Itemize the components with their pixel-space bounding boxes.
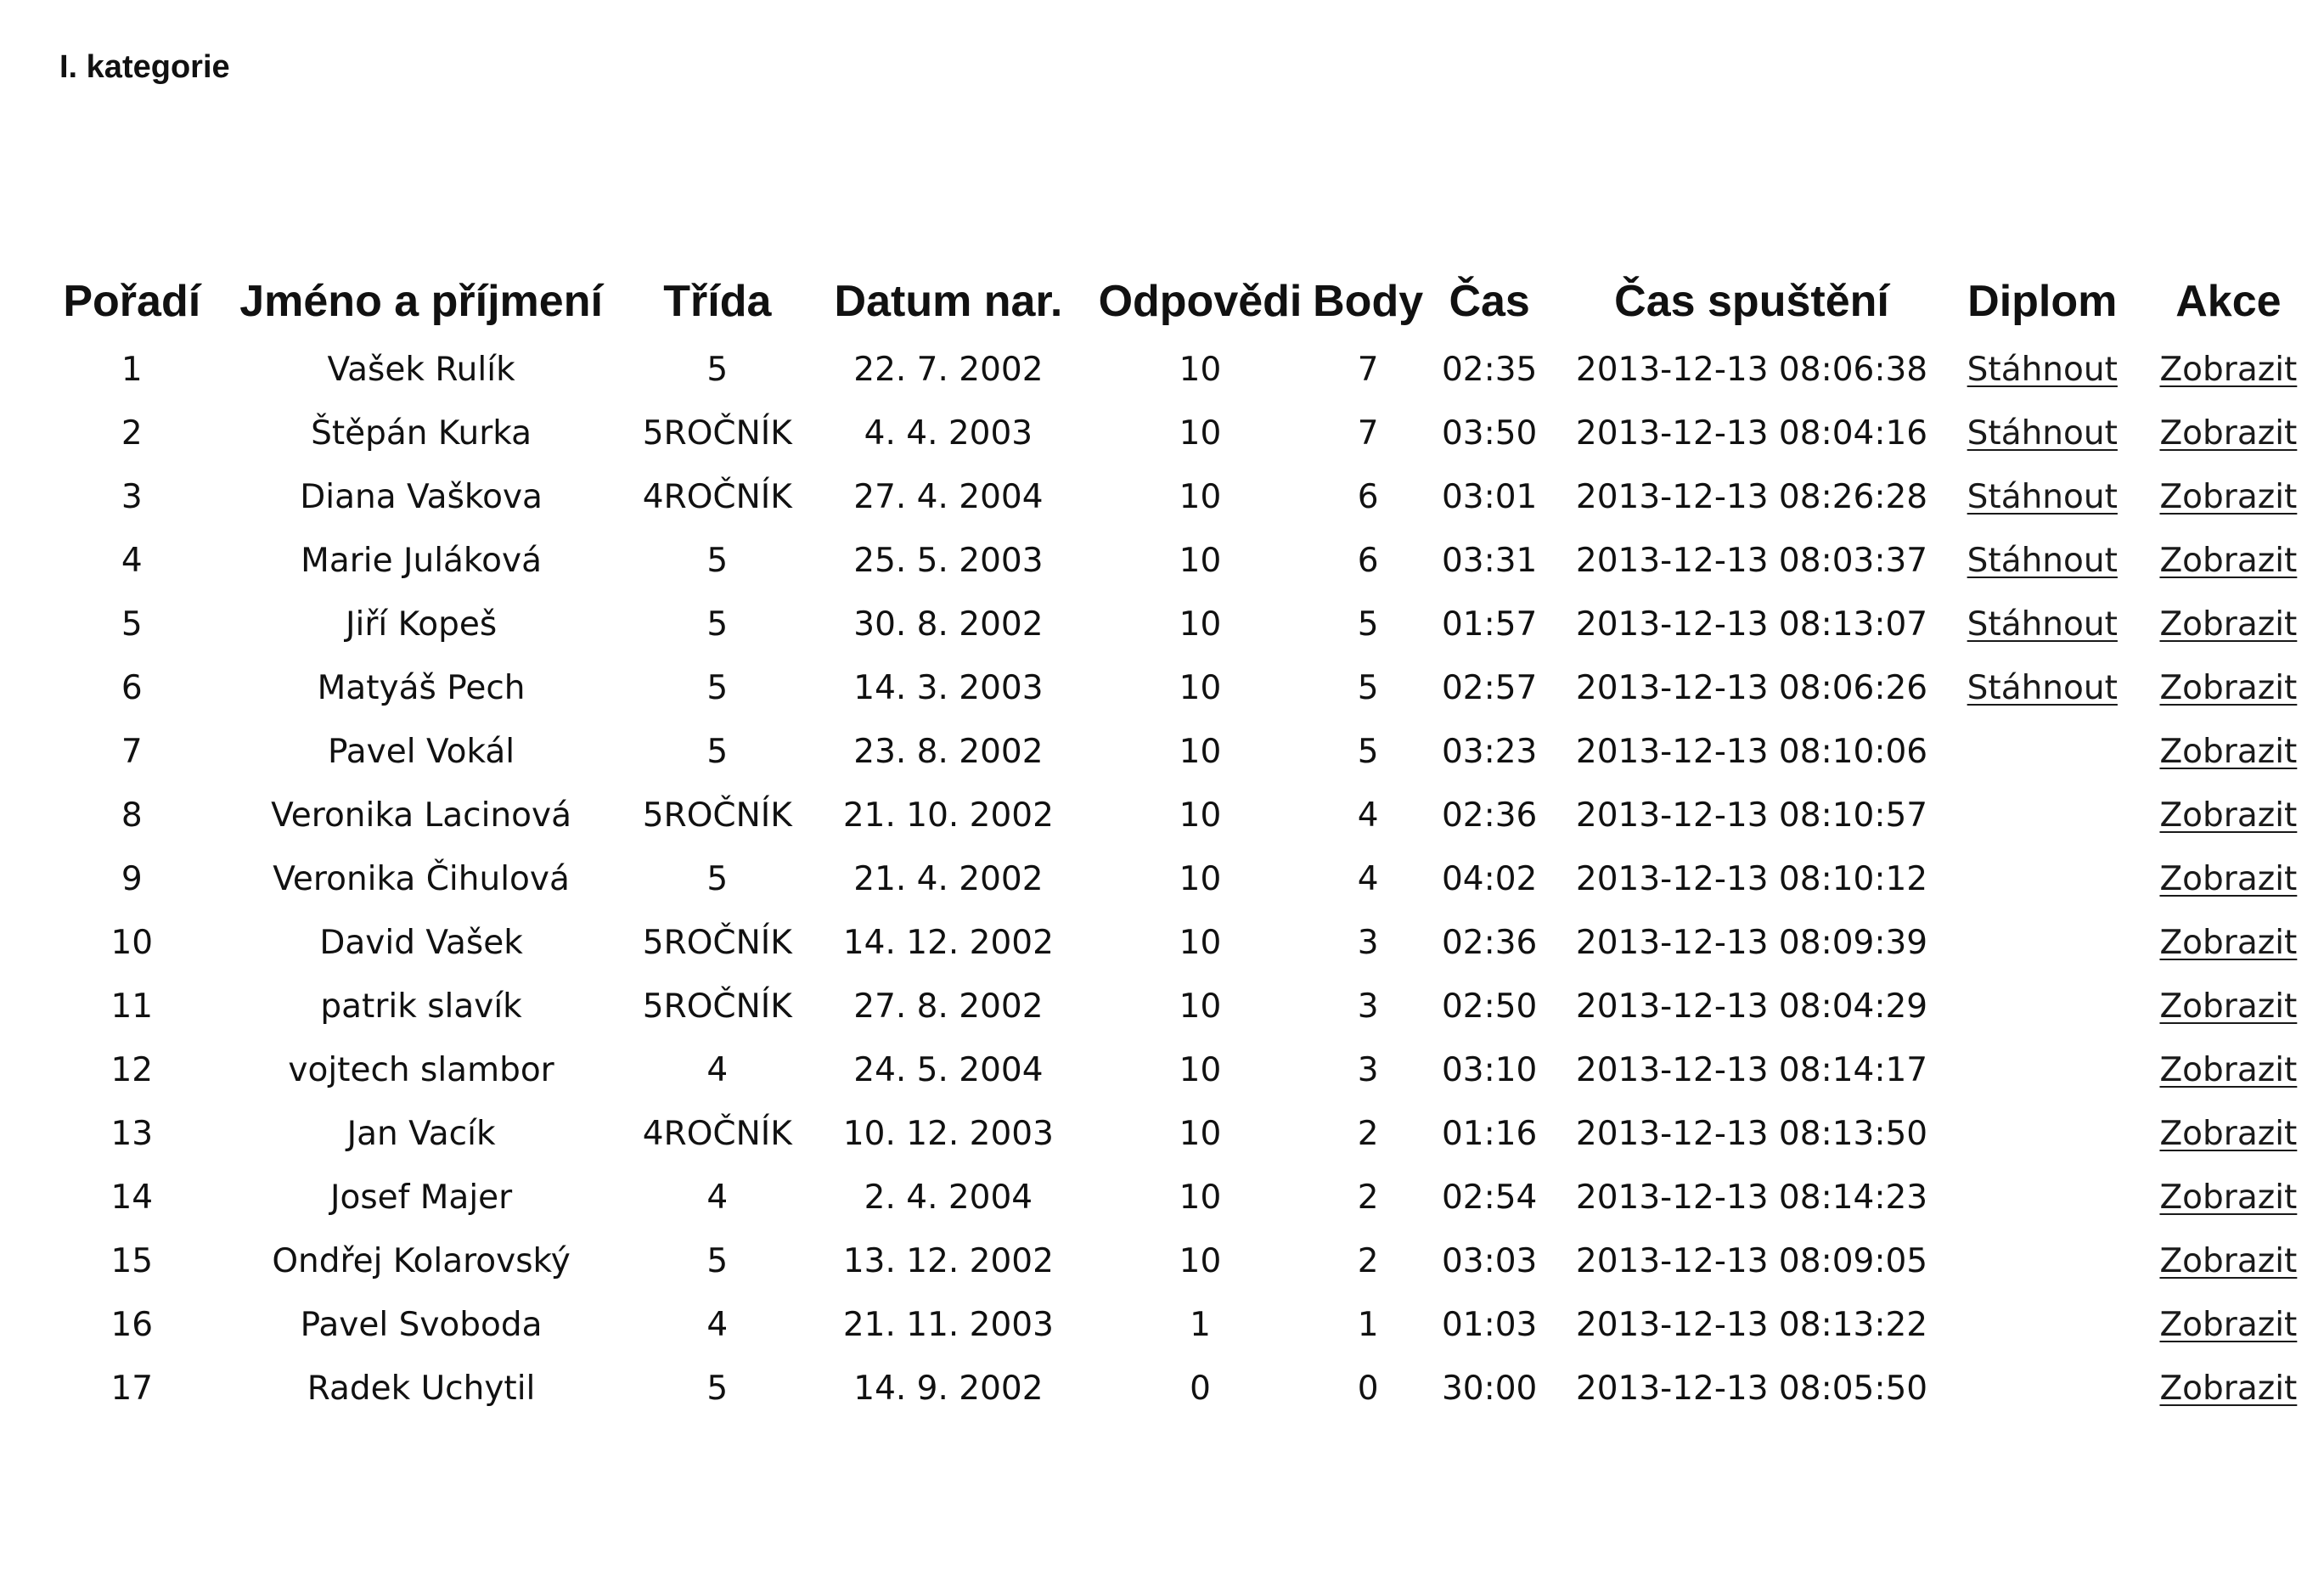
cell-diploma <box>1952 1102 2133 1166</box>
cell-answers: 10 <box>1179 669 1222 707</box>
cell-start: 2013-12-13 08:09:39 <box>1575 924 1928 962</box>
cell-answers: 10 <box>1179 924 1222 962</box>
cell-time: 03:50 <box>1441 414 1538 453</box>
cell-rank: 17 <box>110 1370 154 1408</box>
cell-class: 5 <box>706 542 729 580</box>
cell-dob: 13. 12. 2002 <box>842 1242 1054 1280</box>
cell-answers: 10 <box>1179 542 1222 580</box>
cell-start: 2013-12-13 08:14:17 <box>1575 1051 1928 1089</box>
cell-points: 2 <box>1357 1242 1379 1280</box>
cell-time: 02:54 <box>1441 1178 1538 1217</box>
cell-points: 6 <box>1357 542 1379 580</box>
cell-time: 30:00 <box>1441 1370 1538 1408</box>
cell-action <box>2133 529 2324 593</box>
cell-name: Diana Vaškova <box>300 478 543 516</box>
cell-time: 01:03 <box>1441 1306 1538 1344</box>
cell-dob: 27. 8. 2002 <box>853 987 1044 1026</box>
cell-diploma <box>1952 1166 2133 1229</box>
show-result-link[interactable]: Zobrazit <box>2159 414 2298 453</box>
cell-rank: 9 <box>121 860 143 898</box>
cell-class: 5 <box>706 1242 729 1280</box>
table-row <box>51 593 2324 656</box>
header-name: Jméno a příjmení <box>239 277 603 326</box>
cell-class: 4 <box>706 1306 729 1344</box>
cell-rank: 10 <box>110 924 154 962</box>
cell-time: 01:57 <box>1441 605 1538 644</box>
cell-class: 5 <box>706 733 729 771</box>
show-result-link[interactable]: Zobrazit <box>2159 669 2298 707</box>
cell-time: 03:31 <box>1441 542 1538 580</box>
table-row <box>51 720 2324 784</box>
cell-answers: 0 <box>1190 1370 1211 1408</box>
table-row <box>51 338 2324 402</box>
cell-dob: 30. 8. 2002 <box>853 605 1044 644</box>
cell-answers: 10 <box>1179 605 1222 644</box>
cell-start: 2013-12-13 08:09:05 <box>1575 1242 1928 1280</box>
cell-name: vojtech slambor <box>288 1051 554 1089</box>
cell-diploma <box>1952 1229 2133 1293</box>
cell-rank: 1 <box>121 351 143 389</box>
cell-rank: 4 <box>121 542 143 580</box>
cell-name: Josef Majer <box>329 1178 513 1217</box>
table-row <box>51 1229 2324 1293</box>
cell-name: Ondřej Kolarovský <box>272 1242 571 1280</box>
header-dob: Datum nar. <box>834 277 1063 326</box>
cell-action <box>2133 1229 2324 1293</box>
cell-time: 03:10 <box>1441 1051 1538 1089</box>
show-result-link[interactable]: Zobrazit <box>2159 605 2298 644</box>
table-row <box>51 1357 2324 1420</box>
table-row <box>51 402 2324 465</box>
cell-class: 5ROČNÍK <box>642 414 792 453</box>
cell-class: 4ROČNÍK <box>642 478 792 516</box>
cell-diploma <box>1952 593 2133 656</box>
show-result-link[interactable]: Zobrazit <box>2159 1051 2298 1089</box>
cell-name: patrik slavík <box>320 987 522 1026</box>
cell-action <box>2133 338 2324 402</box>
cell-points: 7 <box>1357 414 1379 453</box>
cell-time: 02:57 <box>1441 669 1538 707</box>
cell-start: 2013-12-13 08:14:23 <box>1575 1178 1928 1217</box>
cell-rank: 3 <box>121 478 143 516</box>
cell-points: 3 <box>1357 1051 1379 1089</box>
cell-start: 2013-12-13 08:13:07 <box>1575 605 1928 644</box>
cell-class: 4 <box>706 1178 729 1217</box>
cell-time: 01:16 <box>1441 1115 1538 1153</box>
table-row <box>51 656 2324 720</box>
header-answers: Odpovědi <box>1098 277 1303 326</box>
cell-rank: 14 <box>110 1178 154 1217</box>
cell-answers: 1 <box>1190 1306 1211 1344</box>
cell-answers: 10 <box>1179 1115 1222 1153</box>
cell-dob: 21. 11. 2003 <box>842 1306 1054 1344</box>
table-row <box>51 975 2324 1038</box>
cell-action <box>2133 720 2324 784</box>
cell-name: Jan Vacík <box>346 1115 496 1153</box>
table-row <box>51 529 2324 593</box>
download-diploma-link[interactable]: Stáhnout <box>1967 351 2118 389</box>
cell-points: 1 <box>1357 1306 1379 1344</box>
cell-start: 2013-12-13 08:05:50 <box>1575 1370 1928 1408</box>
cell-rank: 2 <box>121 414 143 453</box>
cell-points: 4 <box>1357 796 1379 835</box>
table-row <box>51 1166 2324 1229</box>
cell-start: 2013-12-13 08:04:16 <box>1575 414 1928 453</box>
cell-dob: 14. 9. 2002 <box>853 1370 1044 1408</box>
results-body <box>51 338 2324 1420</box>
cell-action <box>2133 1293 2324 1357</box>
cell-name: Vašek Rulík <box>327 351 515 389</box>
cell-class: 5 <box>706 669 729 707</box>
cell-class: 4ROČNÍK <box>642 1115 792 1153</box>
cell-start: 2013-12-13 08:06:26 <box>1575 669 1928 707</box>
cell-answers: 10 <box>1179 987 1222 1026</box>
table-row <box>51 1102 2324 1166</box>
show-result-link[interactable]: Zobrazit <box>2159 1306 2298 1344</box>
cell-start: 2013-12-13 08:10:12 <box>1575 860 1928 898</box>
cell-points: 2 <box>1357 1115 1379 1153</box>
show-result-link[interactable]: Zobrazit <box>2159 1178 2298 1217</box>
cell-rank: 11 <box>110 987 154 1026</box>
cell-time: 03:03 <box>1441 1242 1538 1280</box>
cell-time: 02:50 <box>1441 987 1538 1026</box>
cell-name: David Vašek <box>319 924 523 962</box>
cell-class: 5 <box>706 1370 729 1408</box>
cell-dob: 22. 7. 2002 <box>853 351 1044 389</box>
cell-name: Veronika Lacinová <box>271 796 572 835</box>
show-result-link[interactable]: Zobrazit <box>2159 1370 2298 1408</box>
cell-diploma <box>1952 1038 2133 1102</box>
cell-name: Marie Juláková <box>301 542 542 580</box>
show-result-link[interactable]: Zobrazit <box>2159 987 2298 1026</box>
cell-rank: 12 <box>110 1051 154 1089</box>
results-table <box>51 265 2324 1420</box>
cell-start: 2013-12-13 08:06:38 <box>1575 351 1928 389</box>
header-action: Akce <box>2175 277 2282 326</box>
cell-diploma <box>1952 1357 2133 1420</box>
show-result-link[interactable]: Zobrazit <box>2159 796 2298 835</box>
cell-name: Pavel Vokál <box>328 733 515 771</box>
show-result-link[interactable]: Zobrazit <box>2159 542 2298 580</box>
download-diploma-link[interactable]: Stáhnout <box>1967 478 2118 516</box>
cell-diploma <box>1952 784 2133 847</box>
cell-start: 2013-12-13 08:26:28 <box>1575 478 1928 516</box>
cell-dob: 21. 10. 2002 <box>842 796 1054 835</box>
cell-start: 2013-12-13 08:10:06 <box>1575 733 1928 771</box>
cell-action <box>2133 911 2324 975</box>
table-header-row <box>51 265 2324 338</box>
cell-name: Jiří Kopeš <box>345 605 498 644</box>
table-row <box>51 784 2324 847</box>
cell-points: 0 <box>1357 1370 1379 1408</box>
header-class: Třída <box>663 277 772 326</box>
cell-answers: 10 <box>1179 414 1222 453</box>
table-row <box>51 847 2324 911</box>
cell-diploma <box>1952 911 2133 975</box>
cell-diploma <box>1952 656 2133 720</box>
cell-answers: 10 <box>1179 351 1222 389</box>
cell-time: 02:36 <box>1441 924 1538 962</box>
cell-class: 4 <box>706 1051 729 1089</box>
cell-points: 4 <box>1357 860 1379 898</box>
cell-action <box>2133 1166 2324 1229</box>
cell-start: 2013-12-13 08:03:37 <box>1575 542 1928 580</box>
cell-class: 5 <box>706 605 729 644</box>
cell-diploma <box>1952 338 2133 402</box>
cell-dob: 24. 5. 2004 <box>853 1051 1044 1089</box>
cell-start: 2013-12-13 08:13:22 <box>1575 1306 1928 1344</box>
cell-rank: 6 <box>121 669 143 707</box>
cell-time: 03:01 <box>1441 478 1538 516</box>
show-result-link[interactable]: Zobrazit <box>2159 1115 2298 1153</box>
download-diploma-link[interactable]: Stáhnout <box>1967 605 2118 644</box>
cell-points: 3 <box>1357 987 1379 1026</box>
cell-dob: 23. 8. 2002 <box>853 733 1044 771</box>
cell-dob: 21. 4. 2002 <box>853 860 1044 898</box>
cell-dob: 4. 4. 2003 <box>864 414 1033 453</box>
cell-name: Veronika Čihulová <box>273 860 570 898</box>
cell-class: 5 <box>706 860 729 898</box>
cell-name: Pavel Svoboda <box>300 1306 543 1344</box>
cell-answers: 10 <box>1179 1051 1222 1089</box>
cell-diploma <box>1952 465 2133 529</box>
cell-time: 03:23 <box>1441 733 1538 771</box>
cell-name: Štěpán Kurka <box>311 414 532 453</box>
show-result-link[interactable]: Zobrazit <box>2159 1242 2298 1280</box>
cell-action <box>2133 402 2324 465</box>
cell-points: 6 <box>1357 478 1379 516</box>
show-result-link[interactable]: Zobrazit <box>2159 860 2298 898</box>
download-diploma-link[interactable]: Stáhnout <box>1967 414 2118 453</box>
cell-class: 5ROČNÍK <box>642 796 792 835</box>
cell-class: 5 <box>706 351 729 389</box>
cell-diploma <box>1952 847 2133 911</box>
table-row <box>51 1038 2324 1102</box>
cell-action <box>2133 465 2324 529</box>
cell-points: 5 <box>1357 669 1379 707</box>
cell-action <box>2133 1357 2324 1420</box>
cell-diploma <box>1952 1293 2133 1357</box>
header-time: Čas <box>1449 277 1530 326</box>
cell-action <box>2133 656 2324 720</box>
show-result-link[interactable]: Zobrazit <box>2159 478 2298 516</box>
header-diploma: Diplom <box>1967 277 2118 326</box>
cell-dob: 14. 12. 2002 <box>842 924 1054 962</box>
cell-points: 5 <box>1357 605 1379 644</box>
download-diploma-link[interactable]: Stáhnout <box>1967 669 2118 707</box>
cell-dob: 25. 5. 2003 <box>853 542 1044 580</box>
cell-answers: 10 <box>1179 860 1222 898</box>
cell-rank: 5 <box>121 605 143 644</box>
cell-name: Matyáš Pech <box>317 669 526 707</box>
cell-rank: 15 <box>110 1242 154 1280</box>
cell-diploma <box>1952 975 2133 1038</box>
table-row <box>51 1293 2324 1357</box>
cell-rank: 7 <box>121 733 143 771</box>
cell-answers: 10 <box>1179 1178 1222 1217</box>
cell-time: 02:35 <box>1441 351 1538 389</box>
cell-answers: 10 <box>1179 1242 1222 1280</box>
cell-dob: 2. 4. 2004 <box>864 1178 1033 1217</box>
cell-points: 7 <box>1357 351 1379 389</box>
cell-action <box>2133 1038 2324 1102</box>
cell-points: 5 <box>1357 733 1379 771</box>
cell-diploma <box>1952 720 2133 784</box>
cell-dob: 10. 12. 2003 <box>842 1115 1054 1153</box>
header-rank: Pořadí <box>63 277 201 326</box>
cell-diploma <box>1952 402 2133 465</box>
header-points: Body <box>1313 277 1424 326</box>
header-start: Čas spuštění <box>1614 277 1889 326</box>
cell-start: 2013-12-13 08:13:50 <box>1575 1115 1928 1153</box>
cell-action <box>2133 975 2324 1038</box>
show-result-link[interactable]: Zobrazit <box>2159 924 2298 962</box>
cell-answers: 10 <box>1179 733 1222 771</box>
cell-action <box>2133 593 2324 656</box>
cell-name: Radek Uchytil <box>307 1370 536 1408</box>
cell-dob: 14. 3. 2003 <box>853 669 1044 707</box>
table-row <box>51 465 2324 529</box>
page-heading: I. kategorie <box>59 49 230 85</box>
cell-points: 3 <box>1357 924 1379 962</box>
cell-rank: 13 <box>110 1115 154 1153</box>
cell-rank: 8 <box>121 796 143 835</box>
cell-start: 2013-12-13 08:10:57 <box>1575 796 1928 835</box>
cell-time: 04:02 <box>1441 860 1538 898</box>
cell-dob: 27. 4. 2004 <box>853 478 1044 516</box>
cell-points: 2 <box>1357 1178 1379 1217</box>
cell-action <box>2133 1102 2324 1166</box>
cell-action <box>2133 847 2324 911</box>
cell-start: 2013-12-13 08:04:29 <box>1575 987 1928 1026</box>
download-diploma-link[interactable]: Stáhnout <box>1967 542 2118 580</box>
show-result-link[interactable]: Zobrazit <box>2159 351 2298 389</box>
cell-class: 5ROČNÍK <box>642 987 792 1026</box>
cell-answers: 10 <box>1179 796 1222 835</box>
cell-answers: 10 <box>1179 478 1222 516</box>
cell-action <box>2133 784 2324 847</box>
cell-time: 02:36 <box>1441 796 1538 835</box>
cell-diploma <box>1952 529 2133 593</box>
show-result-link[interactable]: Zobrazit <box>2159 733 2298 771</box>
cell-class: 5ROČNÍK <box>642 924 792 962</box>
table-row <box>51 911 2324 975</box>
cell-rank: 16 <box>110 1306 154 1344</box>
